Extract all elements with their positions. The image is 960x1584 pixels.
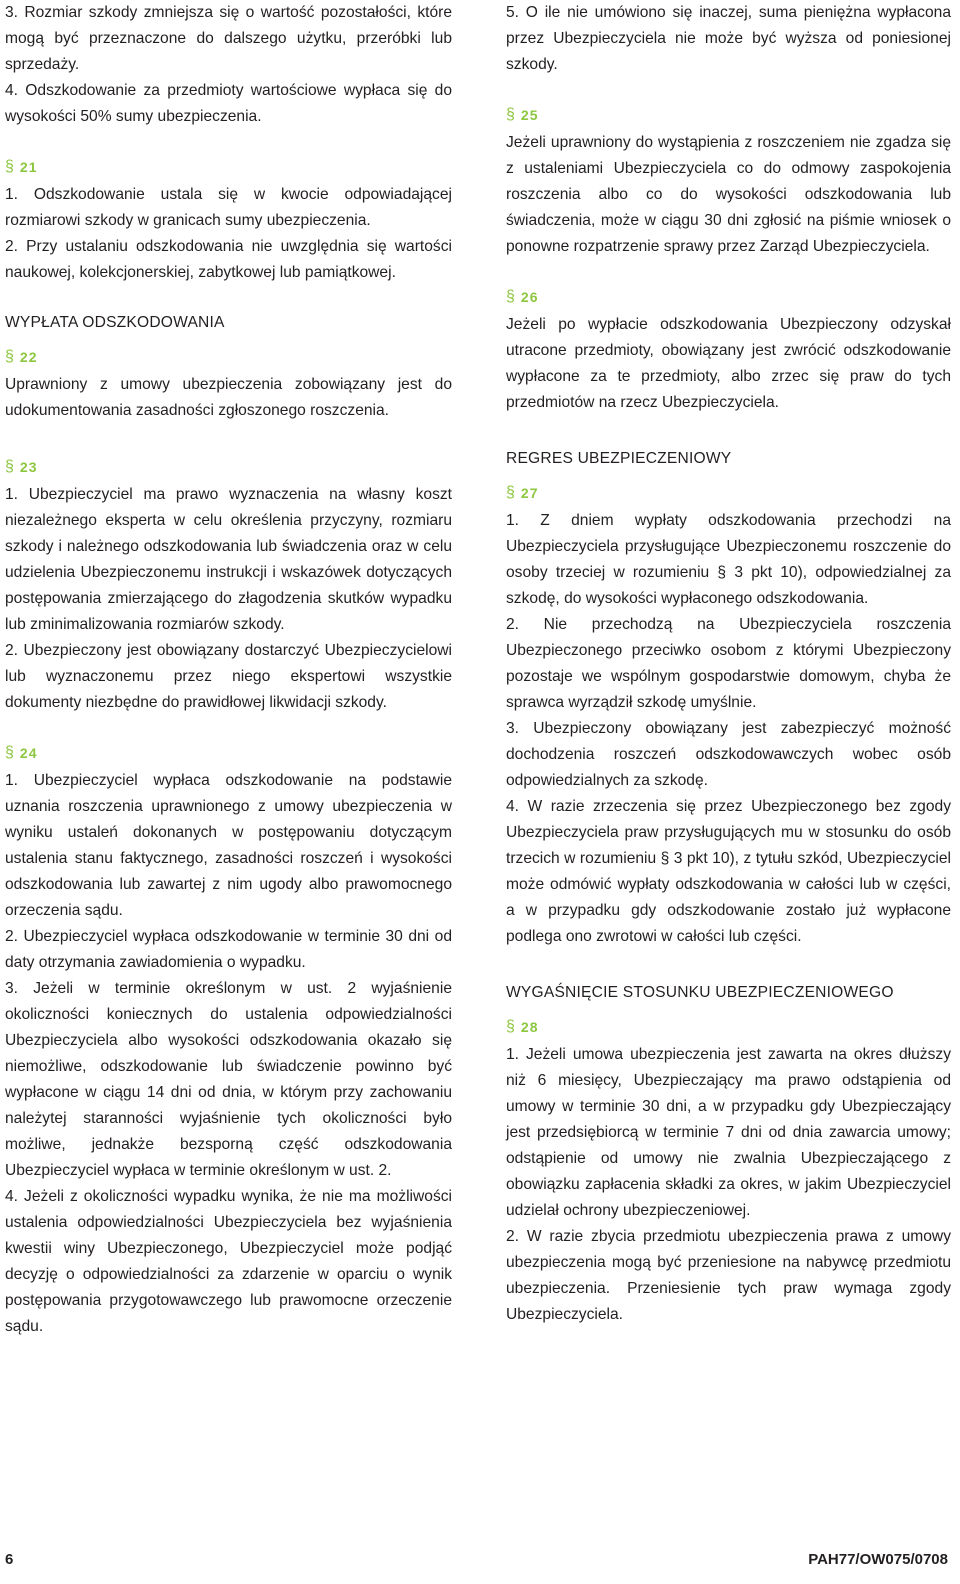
paragraph: 2. Przy ustalaniu odszkodowania nie uwzględnia się wartości naukowej, kolekcjonerskiej, zabytkowej lub pamiątkowej. [5, 238, 452, 281]
section-marker-23 [5, 454, 452, 480]
paragraph: 5. O ile nie umówiono się inaczej, suma pieniężna wypłacona przez Ubezpieczyciela nie może być wyższa od poniesionej szkody. [506, 4, 951, 73]
section-number: 25 [520, 107, 539, 123]
paragraph: Uprawniony z umowy ubezpieczenia zobowiązany jest do udokumentowania zasadności zgłoszonego roszczenia. [5, 376, 452, 419]
section-marker-22 [5, 344, 452, 370]
section-icon: § [5, 158, 14, 175]
section-marker-21 [5, 154, 452, 180]
section-marker-26 [506, 284, 951, 310]
paragraph: Jeżeli po wypłacie odszkodowania Ubezpieczony odzyskał utracone przedmioty, obowiązany jest zwrócić odszkodowanie wypłacone za te przedmioty, albo zrzec się praw do tych przedmiotów na rzecz Ubezpieczyciela. [506, 316, 951, 411]
section-marker-25 [506, 102, 951, 128]
section-icon: § [506, 106, 515, 123]
section-icon: § [5, 744, 14, 761]
paragraph: 2. Ubezpieczyciel wypłaca odszkodowanie w terminie 30 dni od daty otrzymania zawiadomienia o wypadku. [5, 928, 452, 971]
paragraph: 2. Ubezpieczony jest obowiązany dostarczyć Ubezpieczycielowi lub wyznaczonemu przez niego ekspertowi wszystkie dokumenty niezbędne do prawidłowej likwidacji szkody. [5, 642, 452, 711]
section-number: 21 [19, 159, 38, 175]
section-number: 24 [19, 745, 38, 761]
section-number: 28 [520, 1019, 539, 1035]
section-number: 23 [19, 459, 38, 475]
section-heading: WYGAŚNIĘCIE STOSUNKU UBEZPIECZENIOWEGO [506, 984, 894, 1001]
paragraph: Jeżeli uprawniony do wystąpienia z roszczeniem nie zgadza się z ustaleniami Ubezpieczyciela co do odmowy zaspokojenia roszczenia albo co do wysokości odszkodowania lub świadczenia, może w ciągu 30 dni zgłosić na piśmie wniosek o ponowne rozpatrzenie sprawy przez Zarząd Ubezpieczyciela. [506, 134, 951, 255]
section-number: 26 [520, 289, 539, 305]
paragraph: 3. Rozmiar szkody zmniejsza się o wartość pozostałości, które mogą być przeznaczone do dalszego użytku, przeróbki lub sprzedaży. [5, 4, 452, 73]
paragraph: 3. Jeżeli w terminie określonym w ust. 2 wyjaśnienie okoliczności koniecznych do ustalenia odpowiedzialności Ubezpieczyciela albo wysokości odszkodowania okazało się niemożliwe, odszkodowanie lub świadczenie powinno być wypłacone w ciągu 14 dni od dnia, w którym przy zachowaniu należytej staranności wyjaśnienie tych okoliczności było możliwe, jednakże bezsporną część odszkodowania Ubezpieczyciel wypłaca w terminie określonym w ust. 2. [5, 980, 452, 1179]
section-marker-28 [506, 1014, 951, 1040]
section-marker-27 [506, 480, 951, 506]
section-icon: § [506, 1018, 515, 1035]
section-number: 22 [19, 349, 38, 365]
left-column [5, 0, 452, 1340]
paragraph: 1. Jeżeli umowa ubezpieczenia jest zawarta na okres dłuższy niż 6 miesięcy, Ubezpieczający ma prawo odstąpienia od umowy w terminie 30 dni, a w przypadku gdy Ubezpieczający jest przedsiębiorcą w terminie 7 dni od dnia zawarcia umowy; odstąpienie od umowy nie zwalnia Ubezpieczającego z obowiązku zapłacenia składki za okres, w jakim Ubezpieczyciel udzielał ochrony ubezpieczeniowej. [506, 1046, 951, 1219]
paragraph: 1. Odszkodowanie ustala się w kwocie odpowiadającej rozmiarowi szkody w granicach sumy ubezpieczenia. [5, 186, 452, 229]
section-icon: § [5, 458, 14, 475]
section-heading: WYPŁATA ODSZKODOWANIA [5, 314, 225, 331]
paragraph: 1. Ubezpieczyciel ma prawo wyznaczenia na własny koszt niezależnego eksperta w celu określenia przyczyny, rozmiaru szkody i należnego odszkodowania lub świadczenia oraz w celu udzielenia Ubezpieczonemu instrukcji i wskazówek dotyczących postępowania zmierzającego do złagodzenia skutków wypadku lub zminimalizowania rozmiarów szkody. [5, 486, 452, 633]
section-icon: § [506, 288, 515, 305]
page-number: 6 [5, 1551, 14, 1568]
section-marker-24 [5, 740, 452, 766]
paragraph: 2. W razie zbycia przedmiotu ubezpieczenia prawa z umowy ubezpieczenia mogą być przeniesione na nabywcę przedmiotu ubezpieczenia. Przeniesienie tych praw wymaga zgody Ubezpieczyciela. [506, 1228, 951, 1323]
paragraph: 4. W razie zrzeczenia się przez Ubezpieczonego bez zgody Ubezpieczyciela praw przysługujących mu w stosunku do osób trzecich w rozumieniu § 3 pkt 10), z tytułu szkód, Ubezpieczyciel może odmówić wypłaty odszkodowania w całości lub w części, a w przypadku gdy odszkodowanie zostało już wypłacone podlega ono zwrotowi w całości lub części. [506, 798, 951, 945]
section-icon: § [506, 484, 515, 501]
paragraph: 3. Ubezpieczony obowiązany jest zabezpieczyć możność dochodzenia roszczeń odszkodowawczych wobec osób odpowiedzialnych za szkodę. [506, 720, 951, 789]
document-code: PAH77/OW075/0708 [808, 1551, 948, 1568]
paragraph: 4. Jeżeli z okoliczności wypadku wynika, że nie ma możliwości ustalenia odpowiedzialności Ubezpieczyciela bez wyjaśnienia kwestii winy Ubezpieczonego, Ubezpieczyciel może podjąć decyzję o odpowiedzialności za zdarzenie w oparciu o wynik postępowania przygotowawczego lub prawomocne orzeczenie sądu. [5, 1188, 452, 1335]
section-icon: § [5, 348, 14, 365]
right-column [506, 0, 951, 1328]
paragraph: 4. Odszkodowanie za przedmioty wartościowe wypłaca się do wysokości 50% sumy ubezpieczenia. [5, 82, 452, 125]
section-number: 27 [520, 485, 539, 501]
section-heading: REGRES UBEZPIECZENIOWY [506, 450, 732, 467]
paragraph: 1. Z dniem wypłaty odszkodowania przechodzi na Ubezpieczyciela przysługujące Ubezpieczonemu roszczenie do osoby trzeciej w rozumieniu § 3 pkt 10), odpowiedzialnej za szkodę, do wysokości wypłaconego odszkodowania. [506, 512, 951, 607]
paragraph: 2. Nie przechodzą na Ubezpieczyciela roszczenia Ubezpieczonego przeciwko osobom z którymi Ubezpieczony pozostaje we wspólnym gospodarstwie domowym, chyba że sprawca wyrządził szkodę umyślnie. [506, 616, 951, 711]
paragraph: 1. Ubezpieczyciel wypłaca odszkodowanie na podstawie uznania roszczenia uprawnionego z umowy ubezpieczenia w wyniku ustaleń dokonanych w postępowaniu dotyczącym ustalenia stanu faktycznego, zasadności roszczeń i wysokości odszkodowania lub zawartej z nim ugody albo prawomocnego orzeczenia sądu. [5, 772, 452, 919]
